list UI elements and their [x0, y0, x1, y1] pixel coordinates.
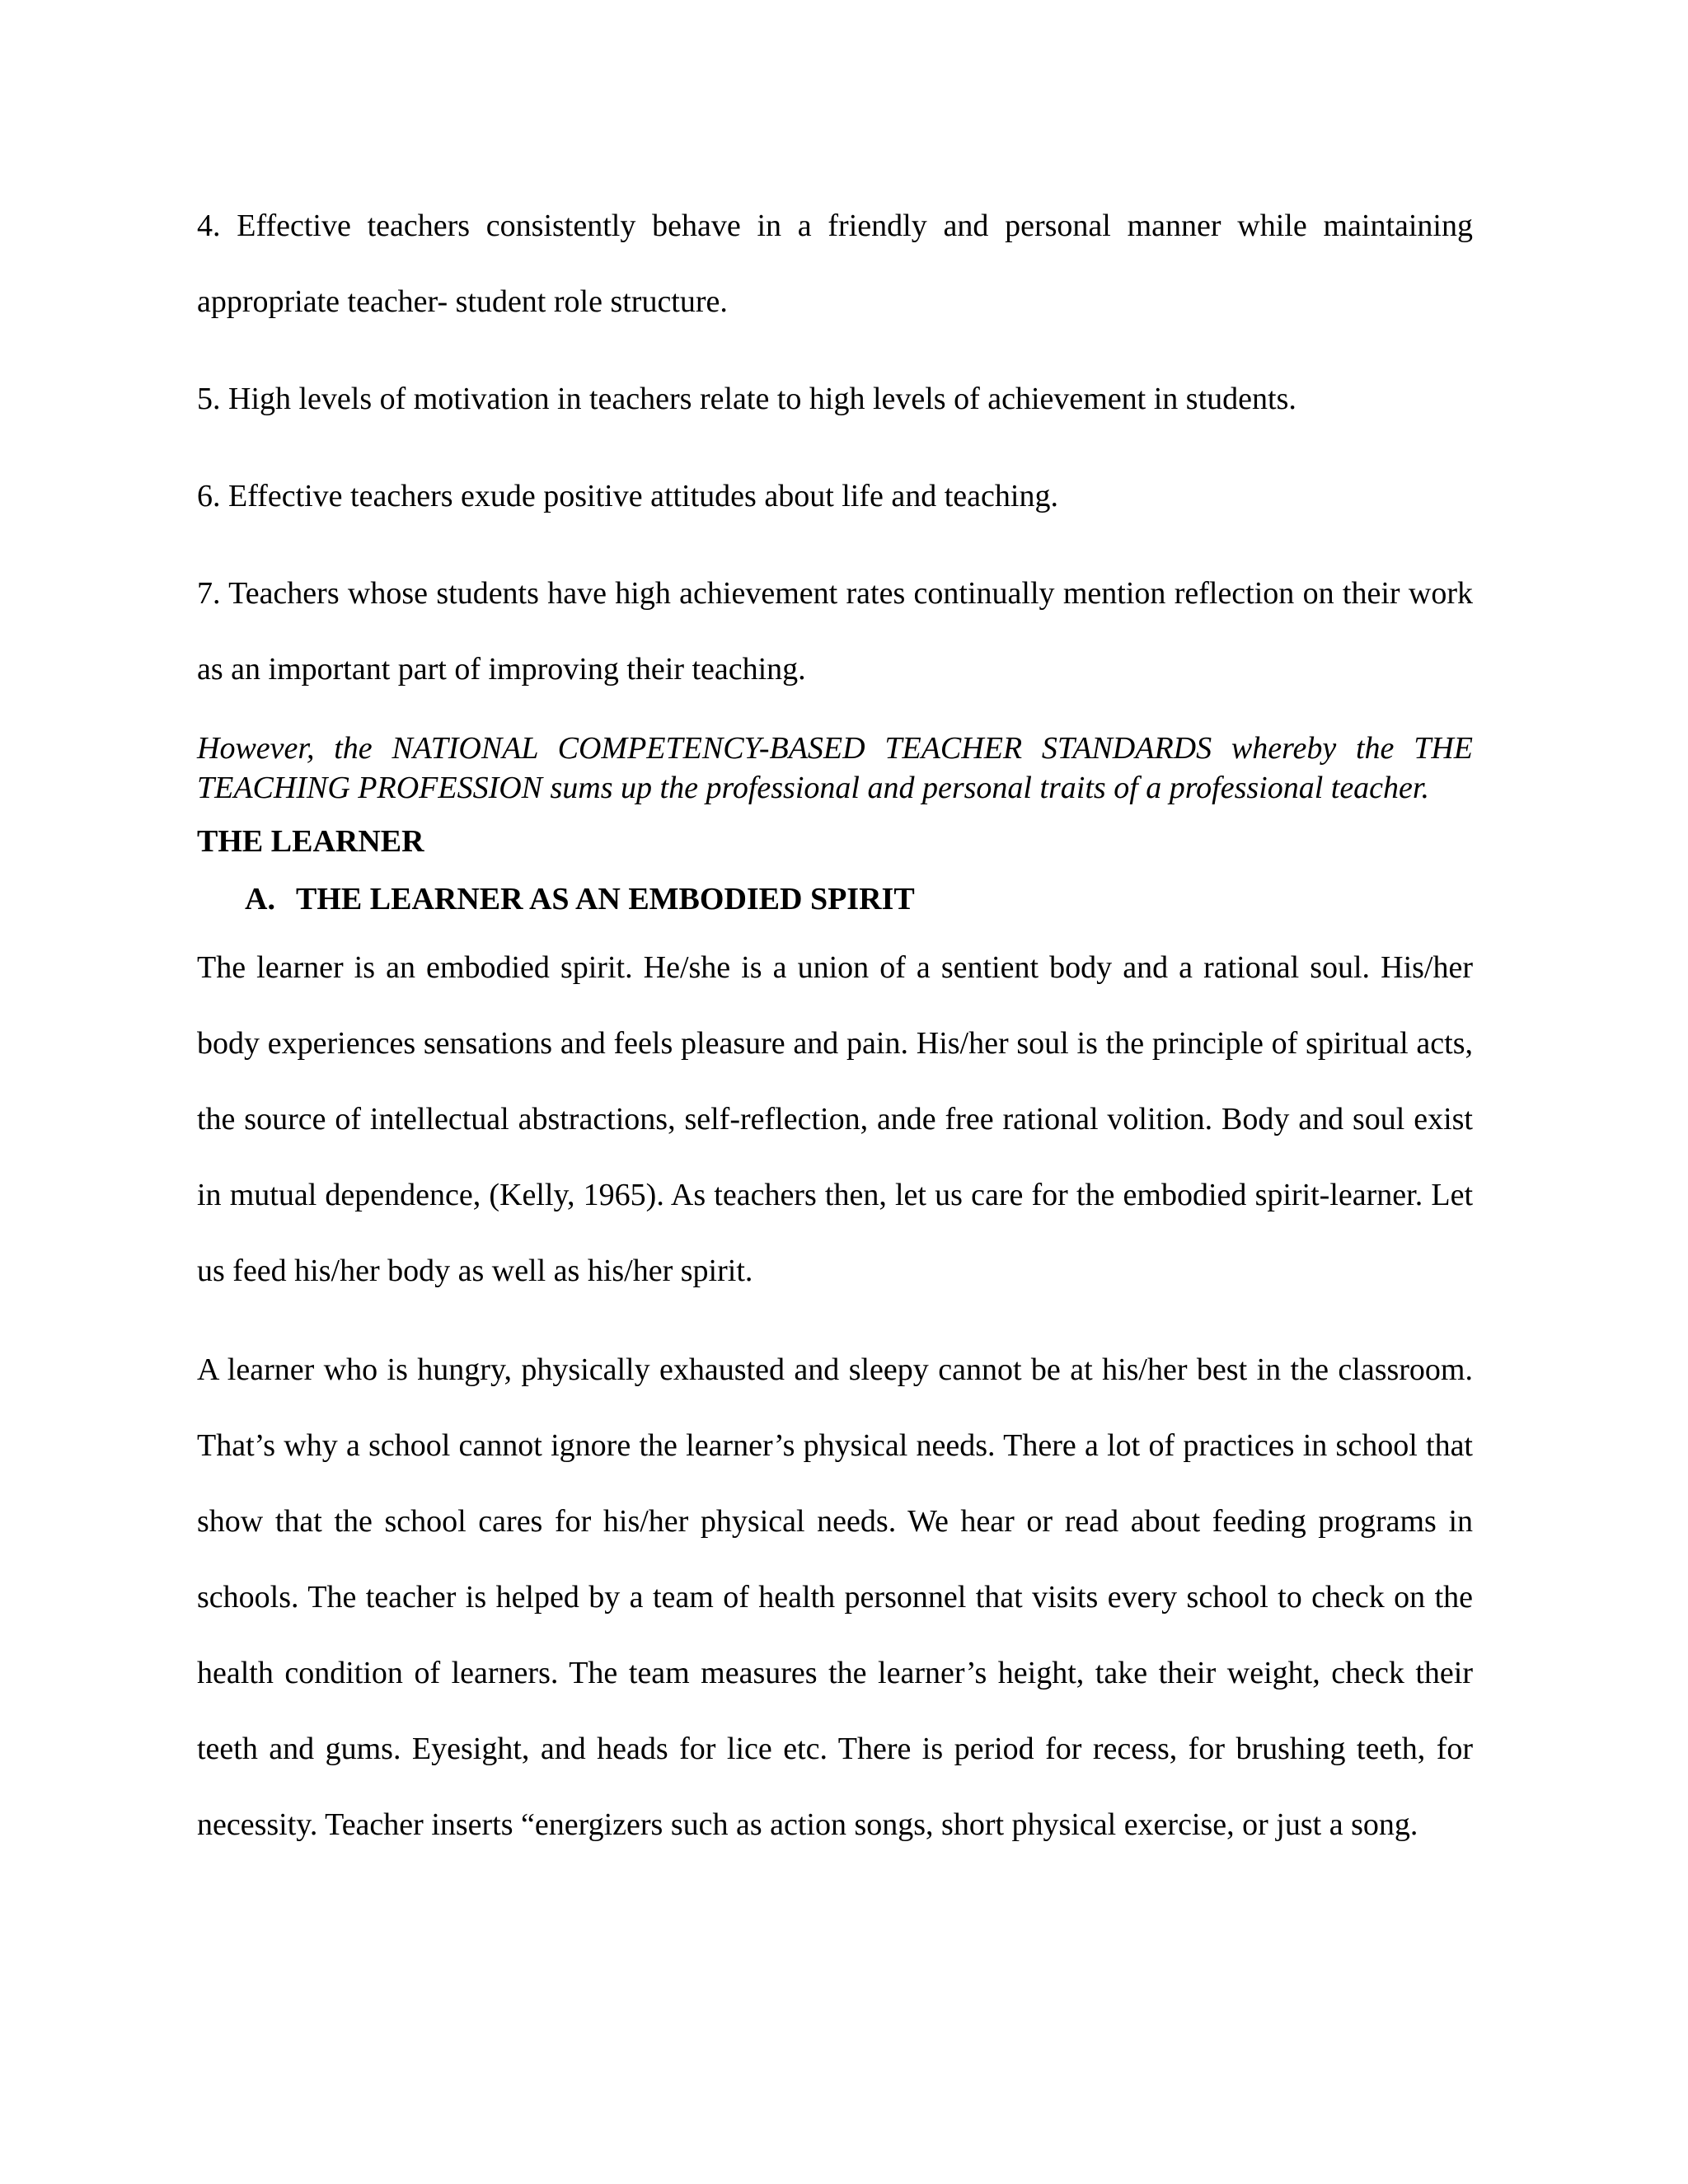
list-item-4: 4. Effective teachers consistently behave in a friendly and personal manner while maintaining appropriate teacher- student role structure.: [197, 209, 1473, 319]
paragraph-physical-needs: A learner who is hungry, physically exhausted and sleepy cannot be at his/her best in the classroom. That’s why a school cannot ignore the learner’s physical needs. There a lot of practices in school that show that the school cares for his/her physical needs. We hear or read about feeding programs in schools. The teacher is helped by a team of health personnel that visits every school to check on the health condition of learners. The team measures the learner’s height, take their weight, check their teeth and gums. Eyesight, and heads for lice etc. There is period for recess, for brushing teeth, for necessity. Teacher inserts “energizers such as action songs, short physical exercise, or just a song.: [197, 1352, 1473, 1842]
list-item-5: 5. High levels of motivation in teachers relate to high levels of achievement in students.: [197, 382, 1296, 416]
subsection-heading: [197, 869, 1473, 930]
standards-note: However, the NATIONAL COMPETENCY-BASED TEACHER STANDARDS whereby the THE TEACHING PROFESSION sums up the professional and personal traits of a professional teacher.: [197, 731, 1473, 805]
section-heading: THE LEARNER: [197, 824, 424, 859]
paragraph-embodied-spirit: The learner is an embodied spirit. He/she is a union of a sentient body and a rational soul. His/her body experiences sensations and feels pleasure and pain. His/her soul is the principle of spiritual acts, the source of intellectual abstractions, self-reflection, ande free rational volition. Body and soul exist in mutual dependence, (Kelly, 1965). As teachers then, let us care for the embodied spirit-learner. Let us feed his/her body as well as his/her spirit.: [197, 950, 1473, 1288]
list-item-6: 6. Effective teachers exude positive attitudes about life and teaching.: [197, 479, 1058, 513]
page-content: [197, 188, 1473, 1886]
subsection-marker: A.: [245, 882, 275, 916]
list-item-7: 7. Teachers whose students have high achievement rates continually mention reflection on their work as an important part of improving their teaching.: [197, 576, 1473, 687]
subsection-title: THE LEARNER AS AN EMBODIED SPIRIT: [296, 882, 915, 916]
